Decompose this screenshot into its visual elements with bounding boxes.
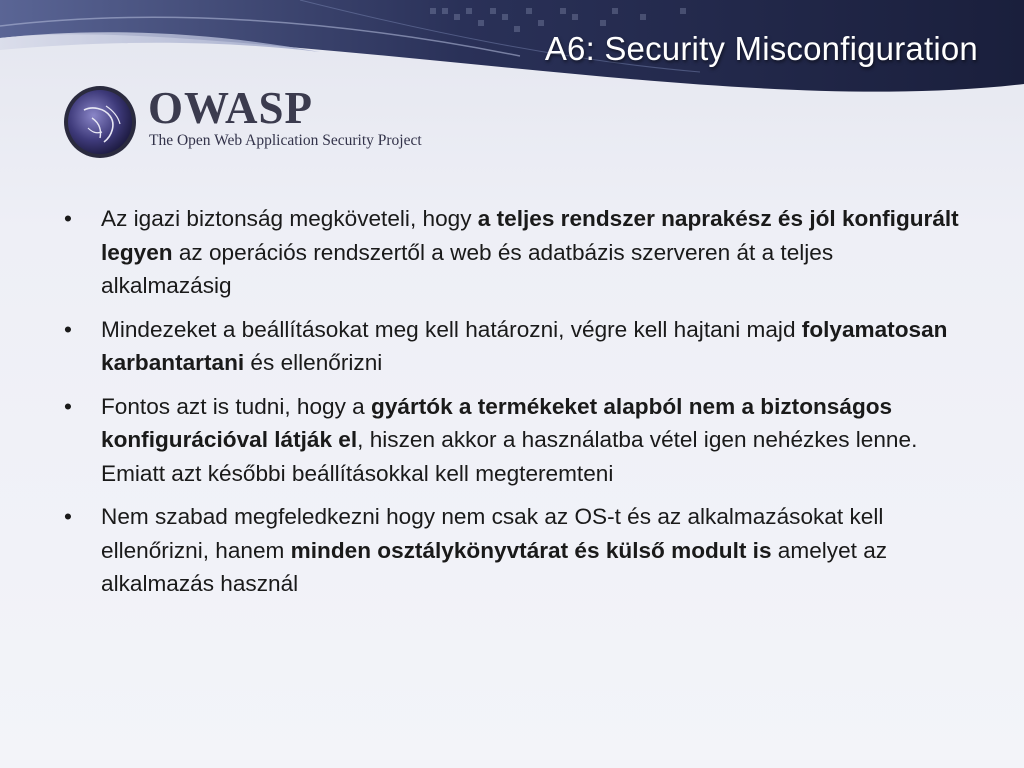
owasp-logo [60, 84, 460, 164]
bullet-text: és ellenőrizni [244, 350, 383, 375]
slide-title: A6: Security Misconfiguration [544, 30, 978, 67]
bullet-text: Mindezeket a beállításokat meg kell határozni, végre kell hajtani majd [101, 316, 802, 342]
bullet-text: amelyet az alkalmazás használ [101, 537, 888, 596]
bullet-emphasis-text: a teljes rendszer naprakész és jól konfigurált legyen [101, 206, 959, 265]
bullet-marker: • [64, 316, 72, 342]
bullet-item [60, 500, 960, 601]
bullet-emphasis-text: folyamatosan karbantartani [101, 316, 948, 375]
bullet-list [60, 202, 960, 611]
bullet-marker: • [64, 206, 72, 231]
bullet-emphasis-text: minden osztálykönyvtárat és külső modult is [290, 537, 772, 563]
owasp-wasp-emblem-icon [62, 84, 138, 160]
logo-name: OWASP [148, 83, 314, 133]
bullet-item [60, 313, 960, 380]
bullet-text: Nem szabad megfeledkezni hogy nem csak az OS-t és az alkalmazásokat kell ellenőrizni, hanem [101, 504, 884, 563]
bullet-emphasis-text: gyártók a termékeket alapból nem a biztonságos konfigurációval látják el [101, 393, 893, 452]
bullet-text: Fontos azt is tudni, hogy a [101, 393, 372, 419]
bullet-text: az operációs rendszertől a web és adatbázis szerveren át a teljes alkalmazásig [101, 239, 834, 298]
bullet-text: , hiszen akkor a használatba vétel igen nehézkes lenne. Emiatt azt későbbi beállításokkal kell megteremteni [101, 427, 918, 486]
bullet-marker: • [64, 504, 72, 529]
bullet-text: Az igazi biztonság megköveteli, hogy [101, 206, 478, 231]
logo-tagline: The Open Web Application Security Project [149, 132, 422, 149]
bullet-item [60, 202, 960, 303]
bullet-item [60, 390, 960, 491]
bullet-marker: • [64, 393, 72, 419]
